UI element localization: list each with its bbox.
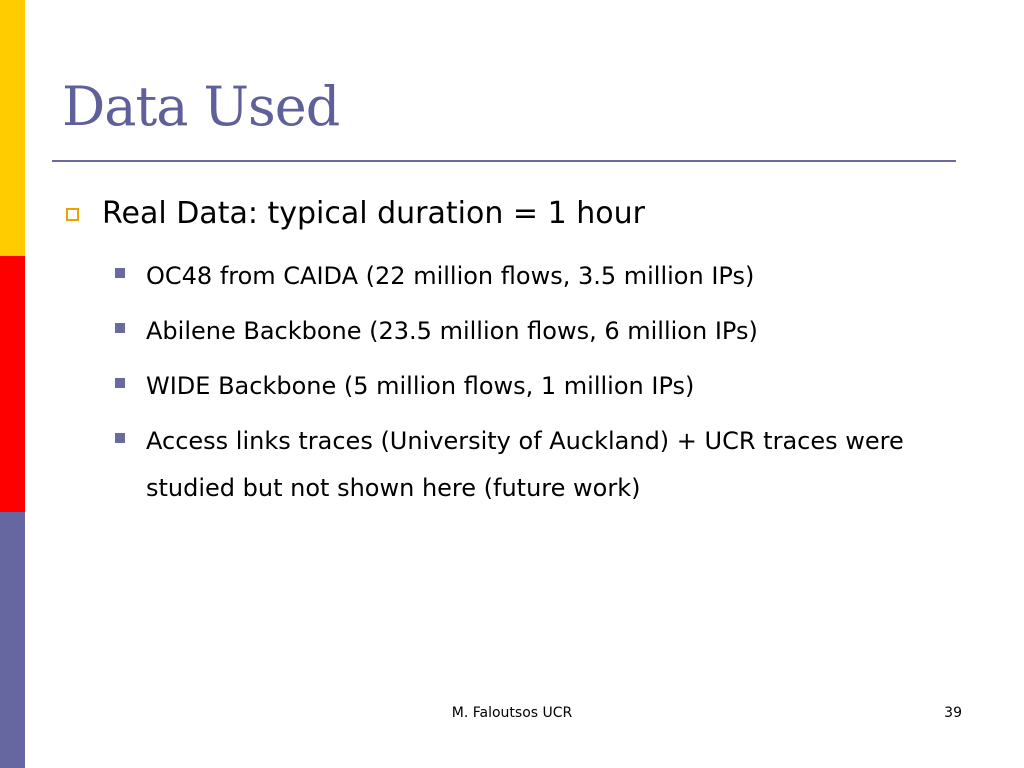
bullet-level1	[66, 194, 645, 234]
square-bullet-icon	[115, 378, 125, 388]
slide-title: Data Used	[62, 75, 340, 138]
sub-bullet-text: Access links traces (University of Auckland) + UCR traces were studied but not shown here (future work)	[146, 427, 904, 502]
square-bullet-icon	[115, 323, 125, 333]
title-divider	[52, 160, 956, 162]
hollow-square-bullet-icon	[66, 208, 79, 221]
sub-bullet-text: OC48 from CAIDA (22 million flows, 3.5 million IPs)	[146, 262, 755, 290]
side-bar-yellow	[0, 0, 25, 256]
square-bullet-icon	[115, 268, 125, 278]
sub-bullet-text: WIDE Backbone (5 million flows, 1 million IPs)	[146, 372, 695, 400]
sub-bullet-text: Abilene Backbone (23.5 million flows, 6 million IPs)	[146, 317, 758, 345]
square-bullet-icon	[115, 433, 125, 443]
bullet-level1-text: Real Data: typical duration = 1 hour	[102, 196, 645, 231]
side-bar-red	[0, 256, 25, 512]
footer-author: M. Faloutsos UCR	[451, 705, 573, 721]
sub-bullet-item	[115, 418, 975, 512]
sub-bullet-list	[115, 253, 975, 520]
sub-bullet-item	[115, 363, 975, 410]
side-bar-blue	[0, 512, 25, 768]
sub-bullet-item	[115, 253, 975, 300]
sub-bullet-item	[115, 308, 975, 355]
page-number: 39	[944, 705, 962, 721]
